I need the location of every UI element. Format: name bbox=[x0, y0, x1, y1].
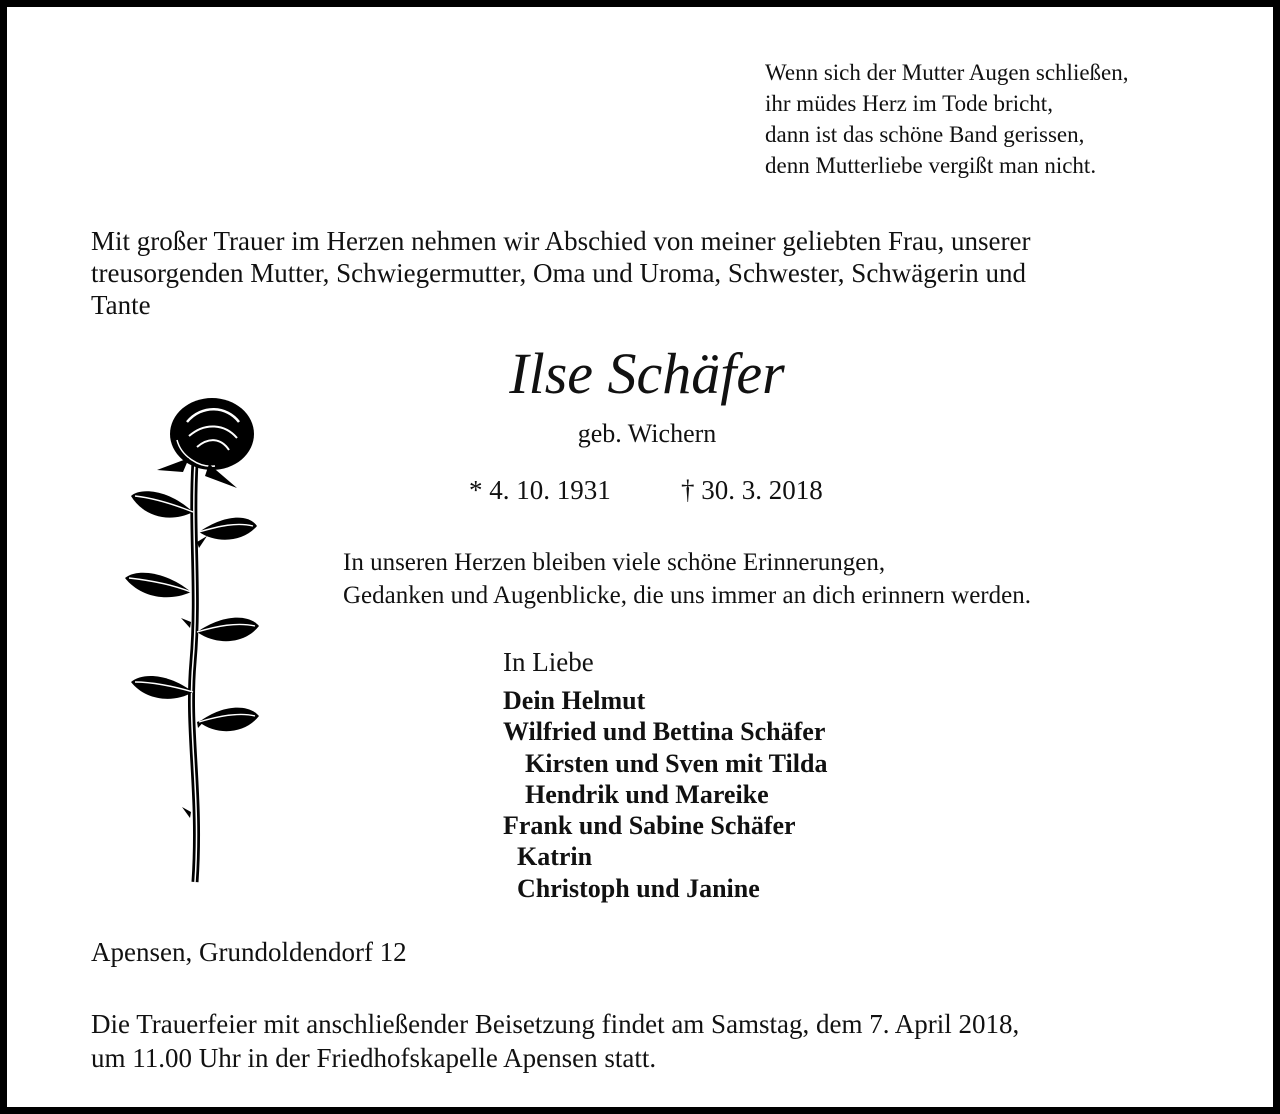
quote-line: In unseren Herzen bleiben viele schöne Erinnerungen, bbox=[343, 549, 886, 576]
funeral-info bbox=[91, 1007, 1019, 1075]
maiden-name: geb. Wichern bbox=[577, 419, 717, 448]
poem-line: dann ist das schöne Band gerissen, bbox=[765, 122, 1085, 147]
deceased-name: Ilse Schäfer bbox=[509, 341, 785, 406]
closing-phrase: In Liebe bbox=[503, 647, 594, 677]
signer: Dein Helmut bbox=[503, 686, 646, 715]
address: Apensen, Grundoldendorf 12 bbox=[91, 937, 407, 967]
funeral-line: Die Trauerfeier mit anschließender Beisetzung findet am Samstag, dem 7. April 2018, bbox=[91, 1009, 1020, 1039]
signer: Wilfried und Bettina Schäfer bbox=[503, 717, 826, 747]
intro-text bbox=[91, 225, 1031, 321]
poem-line: denn Mutterliebe vergißt man nicht. bbox=[765, 153, 1097, 178]
intro-line: Tante bbox=[91, 290, 151, 320]
quote-line: Gedanken und Augenblicke, die uns immer an dich erinnern werden. bbox=[343, 582, 1031, 609]
intro-line: Mit großer Trauer im Herzen nehmen wir Abschied von meiner geliebten Frau, unserer bbox=[91, 226, 1031, 256]
memorial-quote bbox=[343, 546, 1031, 612]
poem-line: ihr müdes Herz im Tode bricht, bbox=[765, 91, 1053, 116]
funeral-line: um 11.00 Uhr in der Friedhofskapelle Apensen statt. bbox=[91, 1043, 657, 1073]
poem bbox=[765, 57, 1129, 181]
signers-list bbox=[503, 685, 827, 904]
birth-date: * 4. 10. 1931 bbox=[469, 475, 611, 505]
intro-line: treusorgenden Mutter, Schwiegermutter, Oma und Uroma, Schwester, Schwägerin und bbox=[91, 258, 1027, 288]
signer: Christoph und Janine bbox=[517, 873, 760, 903]
signer: Hendrik und Mareike bbox=[525, 779, 769, 809]
signer: Katrin bbox=[517, 842, 593, 872]
signer: Frank und Sabine Schäfer bbox=[503, 811, 796, 841]
signer: Kirsten und Sven mit Tilda bbox=[525, 748, 828, 778]
poem-line: Wenn sich der Mutter Augen schließen, bbox=[765, 60, 1129, 85]
death-date: † 30. 3. 2018 bbox=[681, 475, 823, 505]
rose-icon bbox=[117, 392, 277, 892]
